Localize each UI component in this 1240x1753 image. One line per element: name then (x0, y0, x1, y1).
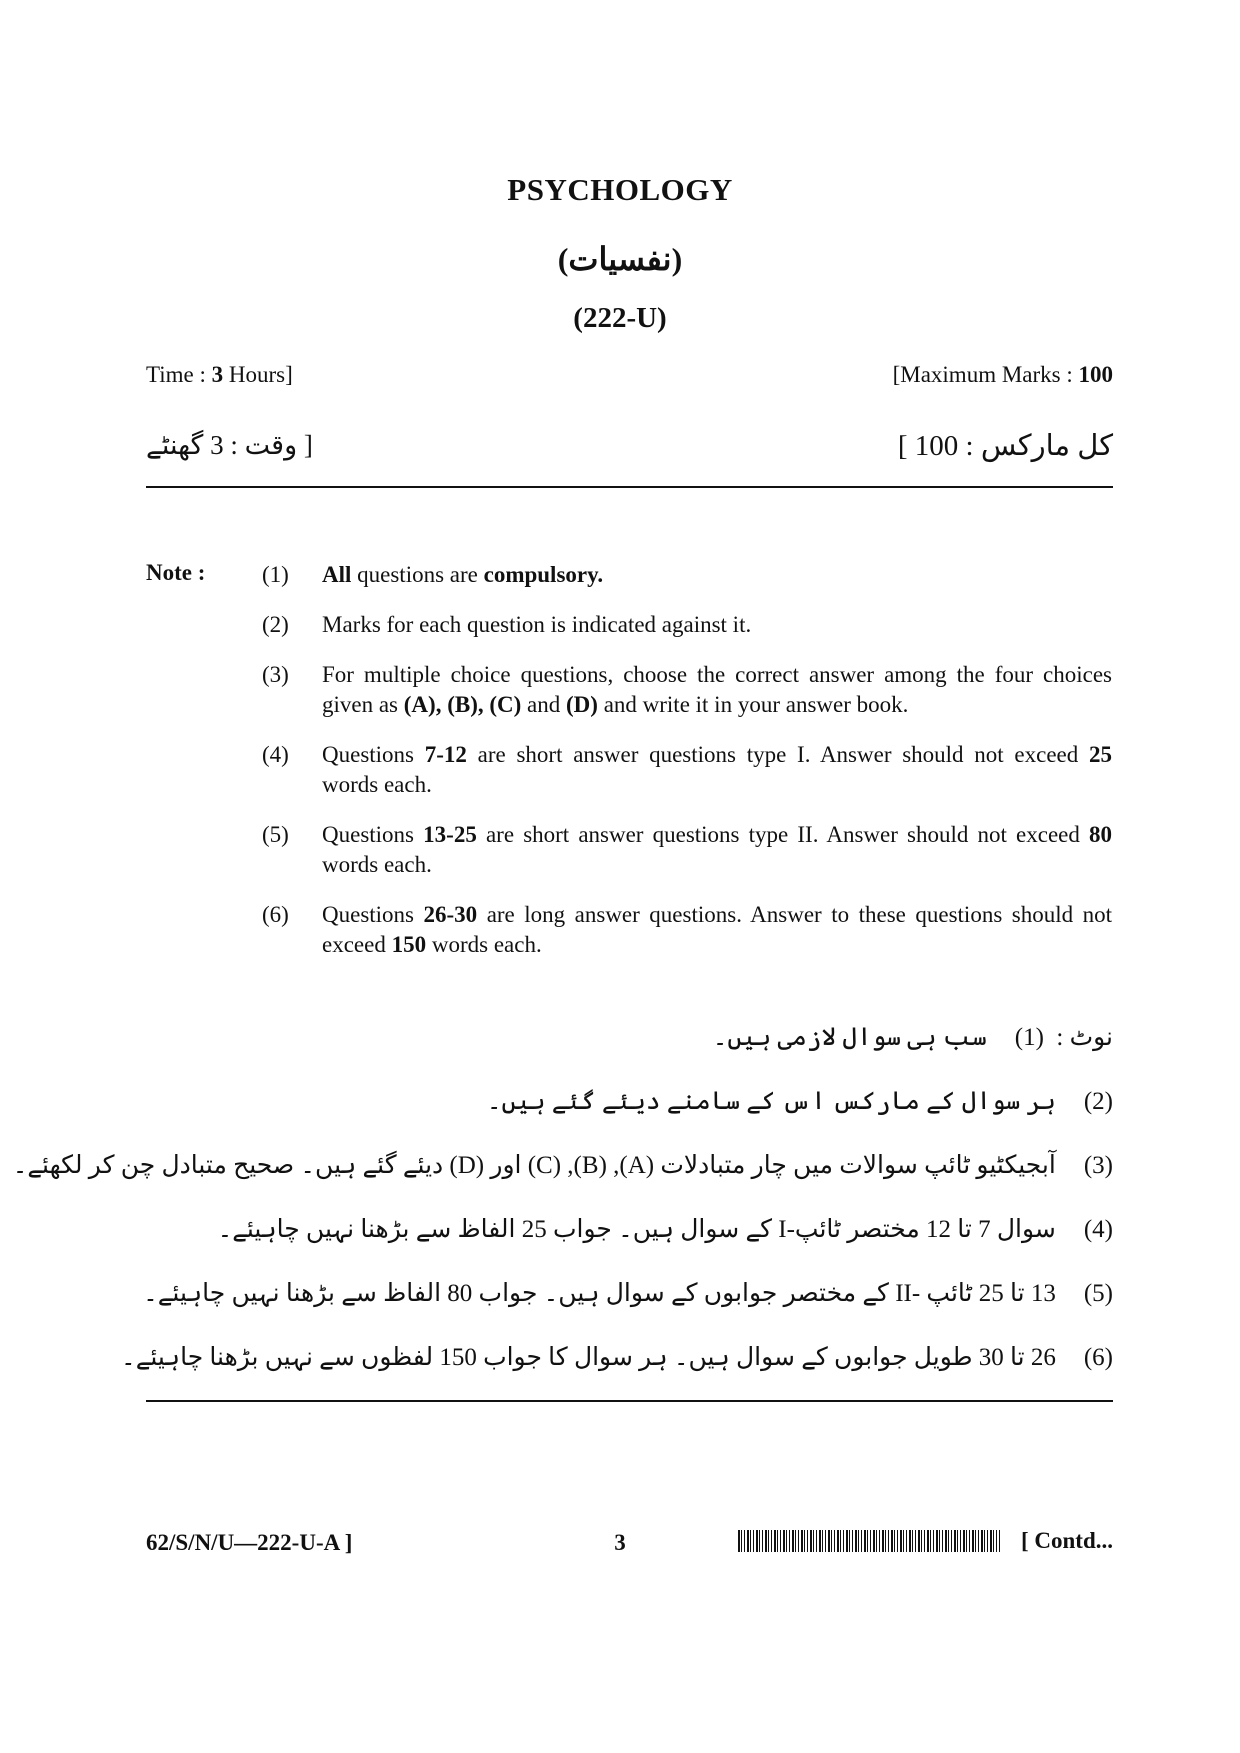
urdu-time-label: [ وقت : 3 گھنٹے (146, 430, 313, 460)
divider-top (146, 486, 1113, 488)
barcode-icon (738, 1530, 1000, 1552)
divider-bottom (146, 1400, 1113, 1402)
contd-label: [ Contd... (1020, 1528, 1113, 1553)
page-number: 3 (614, 1530, 626, 1555)
urdu-note-item-6: (6)26 تا 30 طویل جوابوں کے سوال ہیں۔ ہر سوال کا جواب 150 لفظوں سے نہیں بڑھنا چاہیئے۔ (121, 1344, 1113, 1371)
urdu-marks-label: کل مارکس : 100 ] (897, 430, 1113, 462)
urdu-note-item-1: نوٹ : (1)سب ہی سوال لازمی ہیں۔ (712, 1024, 1113, 1051)
urdu-note-item-4: (4)سوال 7 تا 12 مختصر ٹائپ-I کے سوال ہیں۔ جواب 25 الفاظ سے بڑھنا نہیں چاہیئے۔ (217, 1216, 1113, 1243)
urdu-note-label: نوٹ : (1056, 1024, 1113, 1051)
subject-code: (222-U) (573, 302, 667, 334)
note-label: Note : (146, 560, 206, 585)
paper-code: 62/S/N/U—222-U-A ] (146, 1530, 353, 1555)
time-label: Time : 3 Hours] (146, 362, 293, 387)
page-title: PSYCHOLOGY (507, 172, 733, 207)
max-marks-label: [Maximum Marks : 100 (892, 362, 1113, 387)
urdu-title: (نفسیات) (557, 241, 683, 277)
urdu-note-item-2: (2)ہر سوال کے مارکس اس کے سامنے دیئے گئے ہیں۔ (486, 1088, 1113, 1115)
urdu-note-item-5: (5)13 تا 25 ٹائپ -II کے مختصر جوابوں کے سوال ہیں۔ جواب 80 الفاظ سے بڑھنا نہیں چاہیئے۔ (143, 1280, 1113, 1307)
urdu-note-item-3: (3)آبجیکٹیو ٹائپ سوالات میں چار متبادلات (A), (B), (C) اور (D) دیئے گئے ہیں۔ صحیح متبادل چن کر لکھئے۔ (12, 1152, 1113, 1179)
